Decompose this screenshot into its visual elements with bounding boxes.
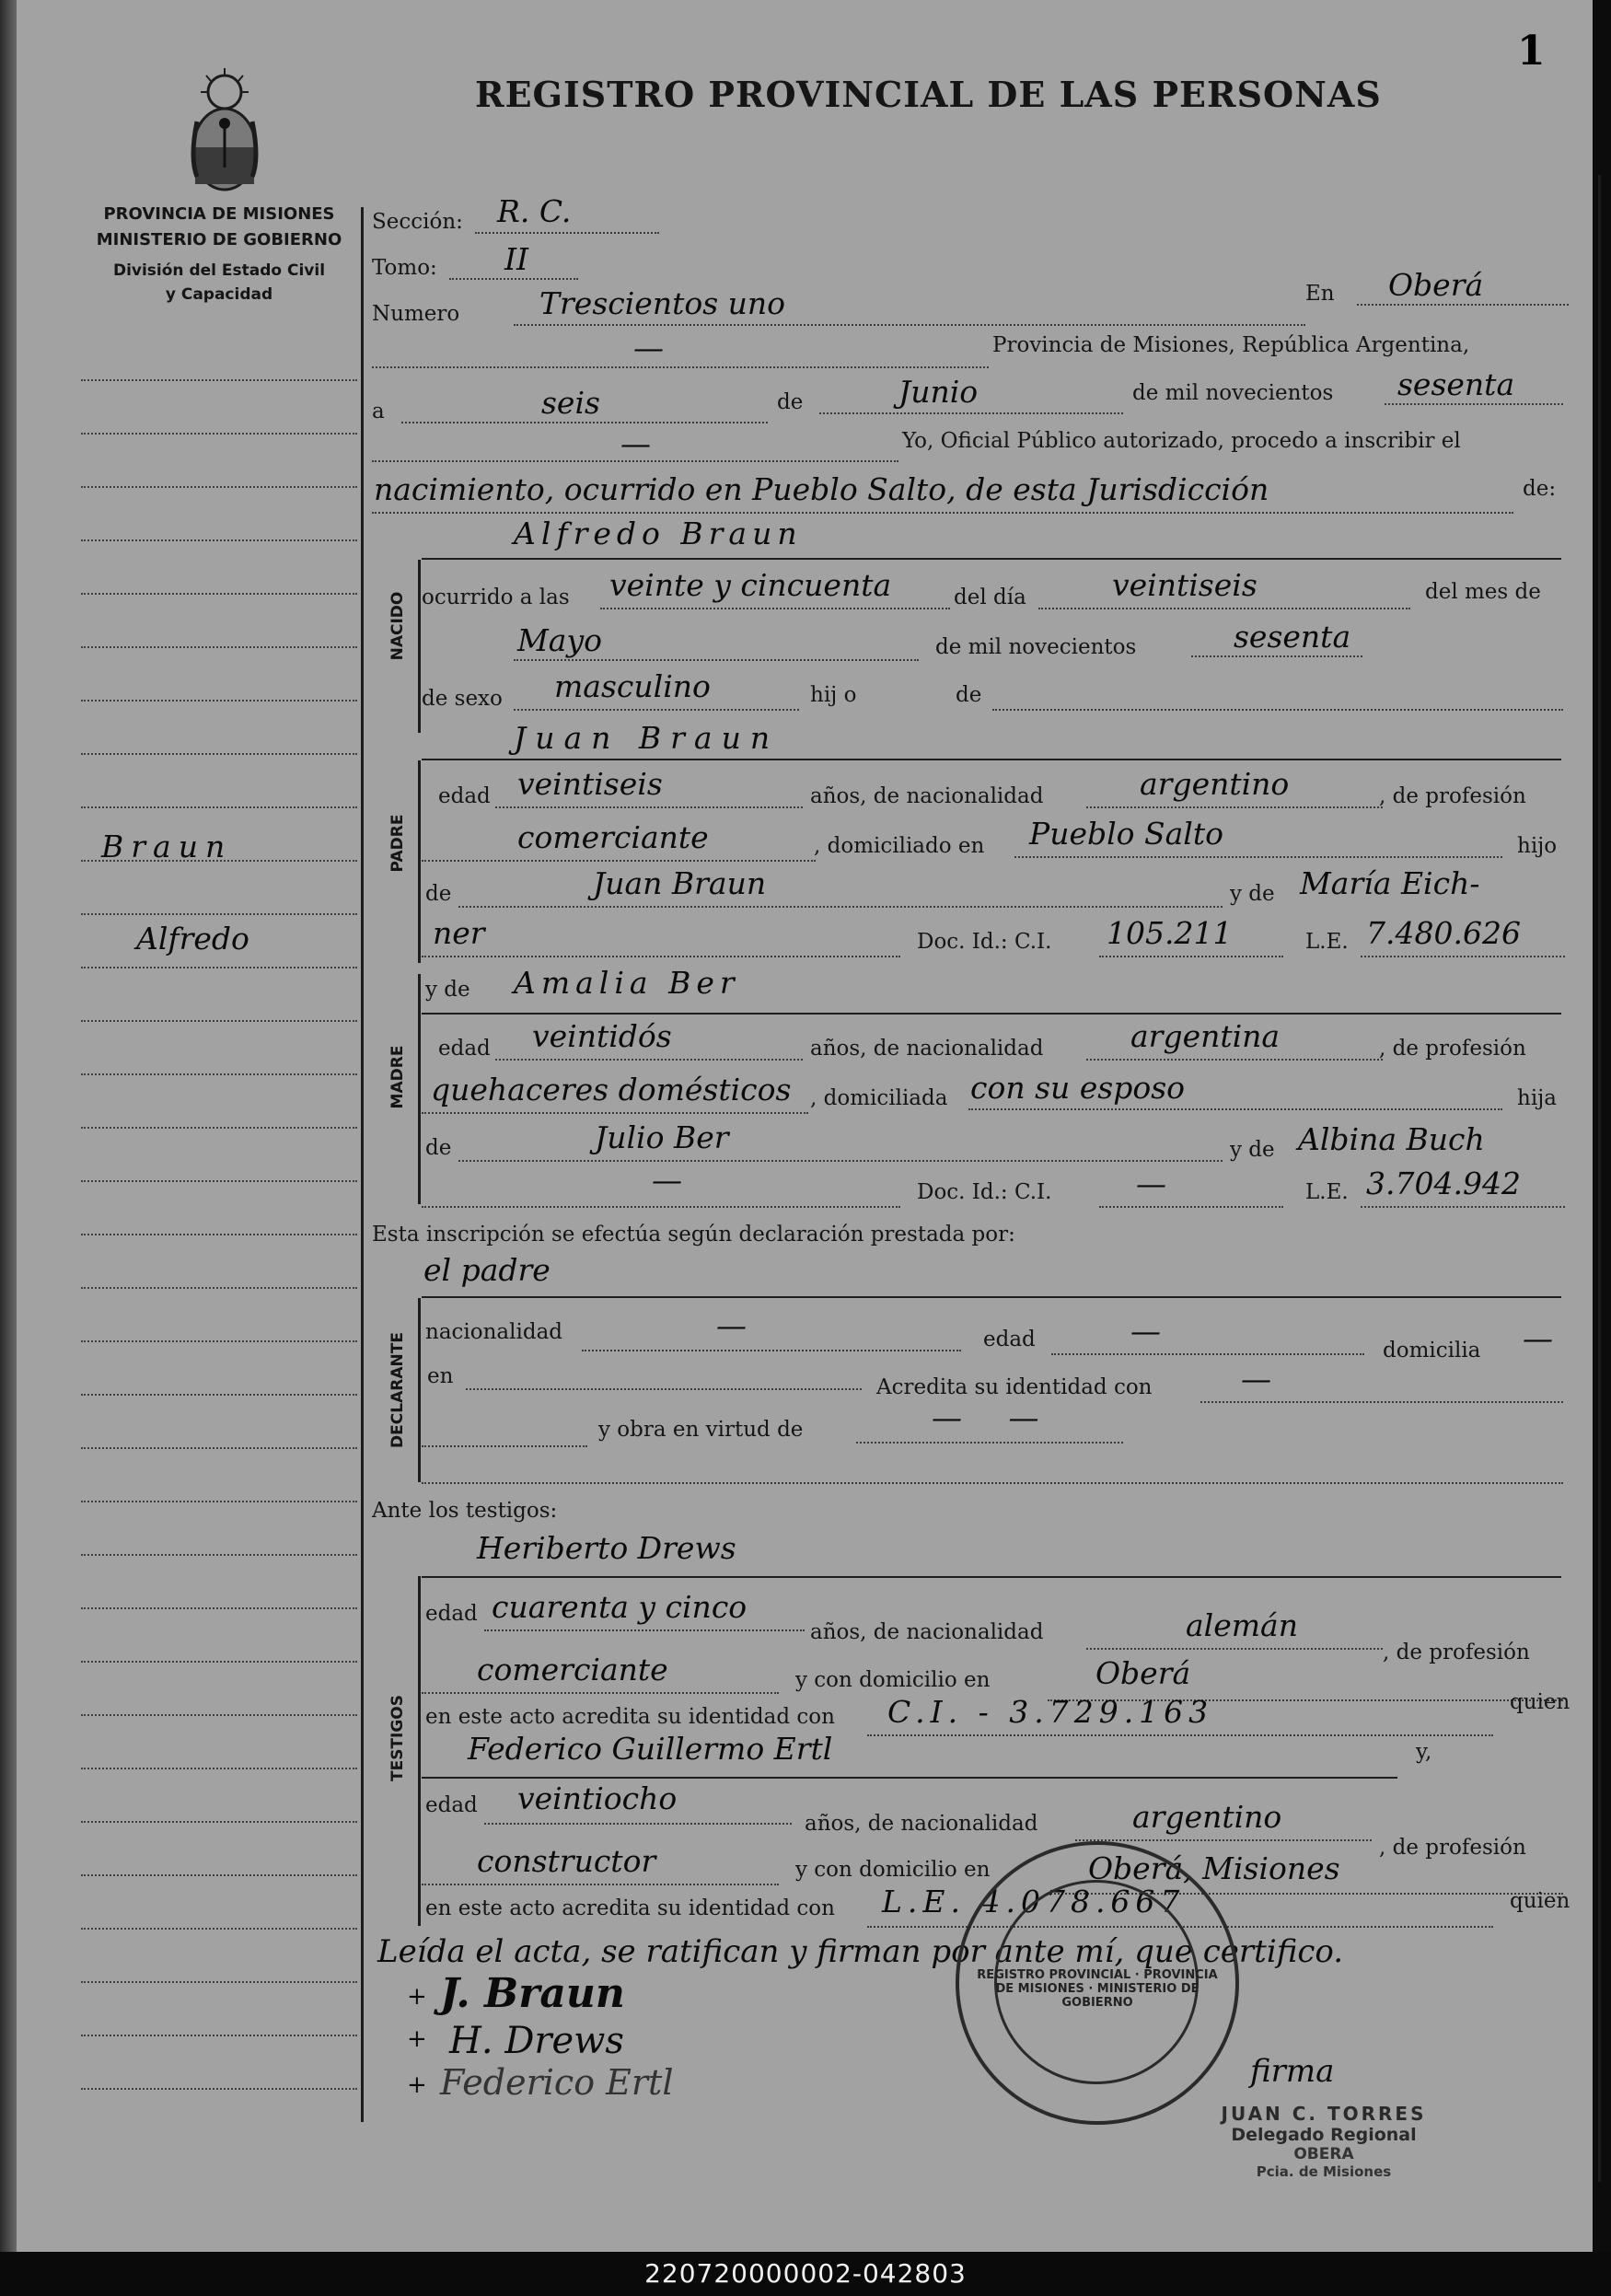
madre-name: Amalia Ber <box>514 965 740 1001</box>
del-mes-label: del mes de <box>1425 580 1541 604</box>
t1-edad-label: edad <box>425 1602 478 1626</box>
numero-label: Numero <box>372 302 460 326</box>
padre-le-label: L.E. <box>1305 930 1349 954</box>
nacido-anio-value: sesenta <box>1234 619 1351 655</box>
official-stamp-province: Pcia. de Misiones <box>1256 2163 1392 2180</box>
t1-nac-value: alemán <box>1186 1607 1298 1643</box>
tomo-value: II <box>504 241 529 277</box>
madre-domicilio-value: con su esposo <box>970 1070 1186 1106</box>
testigos-intro: Ante los testigos: <box>372 1499 558 1523</box>
org-ministry: MINISTERIO DE GOBIERNO <box>96 230 342 249</box>
numero-value: Trescientos uno <box>539 285 785 321</box>
sexo-label: de sexo <box>422 687 503 711</box>
y-comma: y, <box>1416 1740 1432 1764</box>
madre-hija-label: hija <box>1517 1086 1558 1110</box>
signature-witness-1: H. Drews <box>449 2020 624 2062</box>
padre-madre-de-padre-cont: ner <box>433 915 485 951</box>
page-title: REGISTRO PROVINCIAL DE LAS PERSONAS <box>475 74 1382 115</box>
seccion-label: Sección: <box>372 210 463 234</box>
t1-edad-value: cuarenta y cinco <box>492 1589 748 1625</box>
signature-witness-2: Federico Ertl <box>440 2062 674 2103</box>
org-province: PROVINCIA DE MISIONES <box>103 204 335 224</box>
domiciliado-label: , domiciliado en <box>814 834 985 858</box>
testigo1-name: Heriberto Drews <box>477 1530 736 1566</box>
dia-value: seis <box>541 385 600 421</box>
t2-dom-value: Oberá, Misiones <box>1088 1850 1340 1886</box>
padre-doc-label: Doc. Id.: C.I. <box>917 930 1052 954</box>
anio-value: sesenta <box>1397 366 1515 402</box>
madre-dash: — <box>652 1162 682 1198</box>
padre-y-de-label: y de <box>1230 882 1275 906</box>
t2-nac-label: años, de nacionalidad <box>805 1812 1038 1836</box>
org-capacity: y Capacidad <box>165 285 273 304</box>
declarante-section-label: DECLARANTE <box>388 1332 407 1448</box>
testigos-bracket <box>418 1576 421 1926</box>
madre-nacionalidad-value: argentina <box>1130 1018 1281 1054</box>
declarante-bracket <box>418 1298 421 1482</box>
madre-profesion-label: , de profesión <box>1379 1037 1526 1061</box>
t1-dom-label: y con domicilio en <box>795 1668 991 1692</box>
t2-acredita-label: en este acto acredita su identidad con <box>425 1896 835 1920</box>
org-division: División del Estado Civil <box>112 261 326 280</box>
padre-profesion-label: , de profesión <box>1379 784 1526 808</box>
madre-le-label: L.E. <box>1305 1180 1349 1204</box>
margin-given-name: Alfredo <box>136 921 249 957</box>
nacido-mil-label: de mil novecientos <box>935 635 1137 659</box>
t2-acredita-value: L.E. 4.078.667 <box>882 1884 1186 1919</box>
padre-madre-de-padre: María Eich- <box>1300 865 1480 901</box>
padre-hijo-label: hijo <box>1517 834 1558 858</box>
round-seal-stamp <box>956 1841 1239 2125</box>
declarante-nacionalidad-label: nacionalidad <box>425 1320 563 1344</box>
madre-section-label: MADRE <box>388 1045 407 1109</box>
padre-bracket <box>418 760 421 963</box>
padre-name: Juan Braun <box>514 720 780 756</box>
domiciliada-label: , domiciliada <box>810 1086 948 1110</box>
round-seal-text: REGISTRO PROVINCIAL · PROVINCIA DE MISIONES · MINISTERIO DE GOBIERNO <box>977 1968 1218 2010</box>
official-stamp-name: JUAN C. TORRES <box>1221 2103 1427 2125</box>
sexo-value: masculino <box>554 668 711 704</box>
official-stamp-city: OBERA <box>1293 2145 1354 2163</box>
plus-mark-3: + <box>407 2071 427 2099</box>
nacido-section-label: NACIDO <box>388 591 407 661</box>
de-label: de <box>777 390 804 414</box>
coat-of-arms-icon <box>180 66 269 204</box>
mil-label: de mil novecientos <box>1132 381 1334 405</box>
margin-surname: Braun <box>101 829 233 864</box>
nacido-mes-value: Mayo <box>517 622 602 658</box>
t1-dom-value: Oberá <box>1095 1655 1191 1691</box>
page-number: 1 <box>1517 28 1546 75</box>
madre-y-de-label: y de <box>425 978 470 1002</box>
madre-padre-de-madre: Julio Ber <box>595 1119 729 1155</box>
declarante-value: el padre <box>423 1252 551 1288</box>
official-signature: firma <box>1250 2053 1335 2090</box>
domicilia-value: — <box>1523 1320 1553 1356</box>
right-rule <box>1598 175 1601 2182</box>
t2-edad-label: edad <box>425 1793 478 1817</box>
t2-edad-value: veintiocho <box>517 1780 678 1816</box>
dash-placeholder-1: — <box>633 330 664 365</box>
civil-registry-page <box>17 0 1593 2252</box>
madre-de-label: de <box>425 1136 452 1160</box>
testigo2-name: Federico Guillermo Ertl <box>468 1731 833 1767</box>
madre-y-de2-label: y de <box>1230 1138 1275 1162</box>
padre-domicilio-value: Pueblo Salto <box>1029 816 1223 852</box>
madre-nacionalidad-label: años, de nacionalidad <box>810 1037 1044 1061</box>
provincia-text: Provincia de Misiones, República Argentina, <box>992 333 1470 357</box>
signature-father: J. Braun <box>440 1970 625 2017</box>
padre-edad-value: veintiseis <box>517 766 663 802</box>
main-vertical-rule <box>361 207 364 2122</box>
declarante-en-label: en <box>427 1364 454 1388</box>
madre-edad-value: veintidós <box>532 1018 672 1054</box>
hora-value: veinte y cincuenta <box>609 567 892 603</box>
acredita-value: — <box>1241 1361 1271 1397</box>
nacido-dia-value: veintiseis <box>1112 567 1258 603</box>
padre-de-padre: Juan Braun <box>593 865 767 901</box>
padre-nacionalidad-value: argentino <box>1140 766 1290 802</box>
obra-label: y obra en virtud de <box>598 1418 804 1442</box>
del-dia-label: del día <box>954 586 1026 609</box>
t2-prof-label: , de profesión <box>1379 1836 1526 1860</box>
de-colon: de: <box>1523 477 1557 501</box>
hecho-value: nacimiento, ocurrido en Pueblo Salto, de esta Jurisdicción <box>374 471 1269 507</box>
tomo-label: Tomo: <box>372 256 437 280</box>
declarante-nacionalidad-value: — <box>716 1307 747 1343</box>
padre-profesion-value: comerciante <box>517 819 709 855</box>
yo-text: Yo, Oficial Público autorizado, procedo a inscribir el <box>902 429 1461 453</box>
declarante-intro: Esta inscripción se efectúa según declaración prestada por: <box>372 1223 1015 1247</box>
t2-quien: quien <box>1510 1889 1570 1913</box>
hijo-label: hij o <box>810 683 857 707</box>
t1-prof-value: comerciante <box>477 1652 668 1687</box>
madre-edad-label: edad <box>438 1037 491 1061</box>
t1-acredita-label: en este acto acredita su identidad con <box>425 1705 835 1729</box>
barcode-footer: 220720000002-042803 <box>0 2252 1611 2296</box>
t1-nac-label: años, de nacionalidad <box>810 1620 1044 1644</box>
t2-dom-label: y con domicilio en <box>795 1858 991 1882</box>
plus-mark-1: + <box>407 1983 427 2011</box>
en-value: Oberá <box>1388 267 1484 303</box>
madre-profesion-value: quehaceres domésticos <box>431 1072 792 1107</box>
acredita-label: Acredita su identidad con <box>876 1375 1153 1399</box>
obra-value: — — <box>932 1399 1058 1435</box>
official-stamp <box>1204 2103 1443 2180</box>
domicilia-label: domicilia <box>1383 1339 1481 1363</box>
plus-mark-2: + <box>407 2025 427 2053</box>
madre-bracket <box>418 974 421 1204</box>
t1-prof-label: , de profesión <box>1383 1641 1530 1664</box>
t2-prof-value: constructor <box>477 1843 656 1879</box>
padre-ci-value: 105.211 <box>1107 915 1233 951</box>
dash-placeholder-2: — <box>620 425 651 461</box>
ocurrido-label: ocurrido a las <box>422 586 570 609</box>
a-label: a <box>372 400 385 423</box>
nacido-bracket <box>418 560 421 733</box>
official-stamp-role: Delegado Regional <box>1231 2125 1417 2145</box>
madre-ci-value: — <box>1136 1165 1166 1201</box>
padre-de-label: de <box>425 882 452 906</box>
nacido-name: Alfredo Braun <box>514 516 803 551</box>
padre-le-value: 7.480.626 <box>1366 915 1521 951</box>
t1-quien: quien <box>1510 1690 1570 1714</box>
padre-section-label: PADRE <box>388 814 407 873</box>
mes-value: Junio <box>898 374 979 410</box>
madre-le-value: 3.704.942 <box>1366 1165 1521 1201</box>
t2-nac-value: argentino <box>1132 1799 1282 1835</box>
t1-acredita-value: C.I. - 3.729.163 <box>887 1694 1214 1730</box>
testigos-section-label: TESTIGOS <box>388 1694 407 1782</box>
seccion-value: R. C. <box>497 193 572 229</box>
nacido-de-label: de <box>956 683 982 707</box>
madre-madre-de-madre: Albina Buch <box>1298 1121 1485 1157</box>
padre-nacionalidad-label: años, de nacionalidad <box>810 784 1044 808</box>
closing-text: Leída el acta, se ratifican y firman por ante mí, que certifico. <box>377 1933 1344 1970</box>
declarante-edad-value: — <box>1130 1313 1161 1349</box>
madre-doc-label: Doc. Id.: C.I. <box>917 1180 1052 1204</box>
book-spine <box>0 0 17 2252</box>
en-label: En <box>1305 282 1335 306</box>
declarante-edad-label: edad <box>983 1328 1036 1351</box>
padre-edad-label: edad <box>438 784 491 808</box>
